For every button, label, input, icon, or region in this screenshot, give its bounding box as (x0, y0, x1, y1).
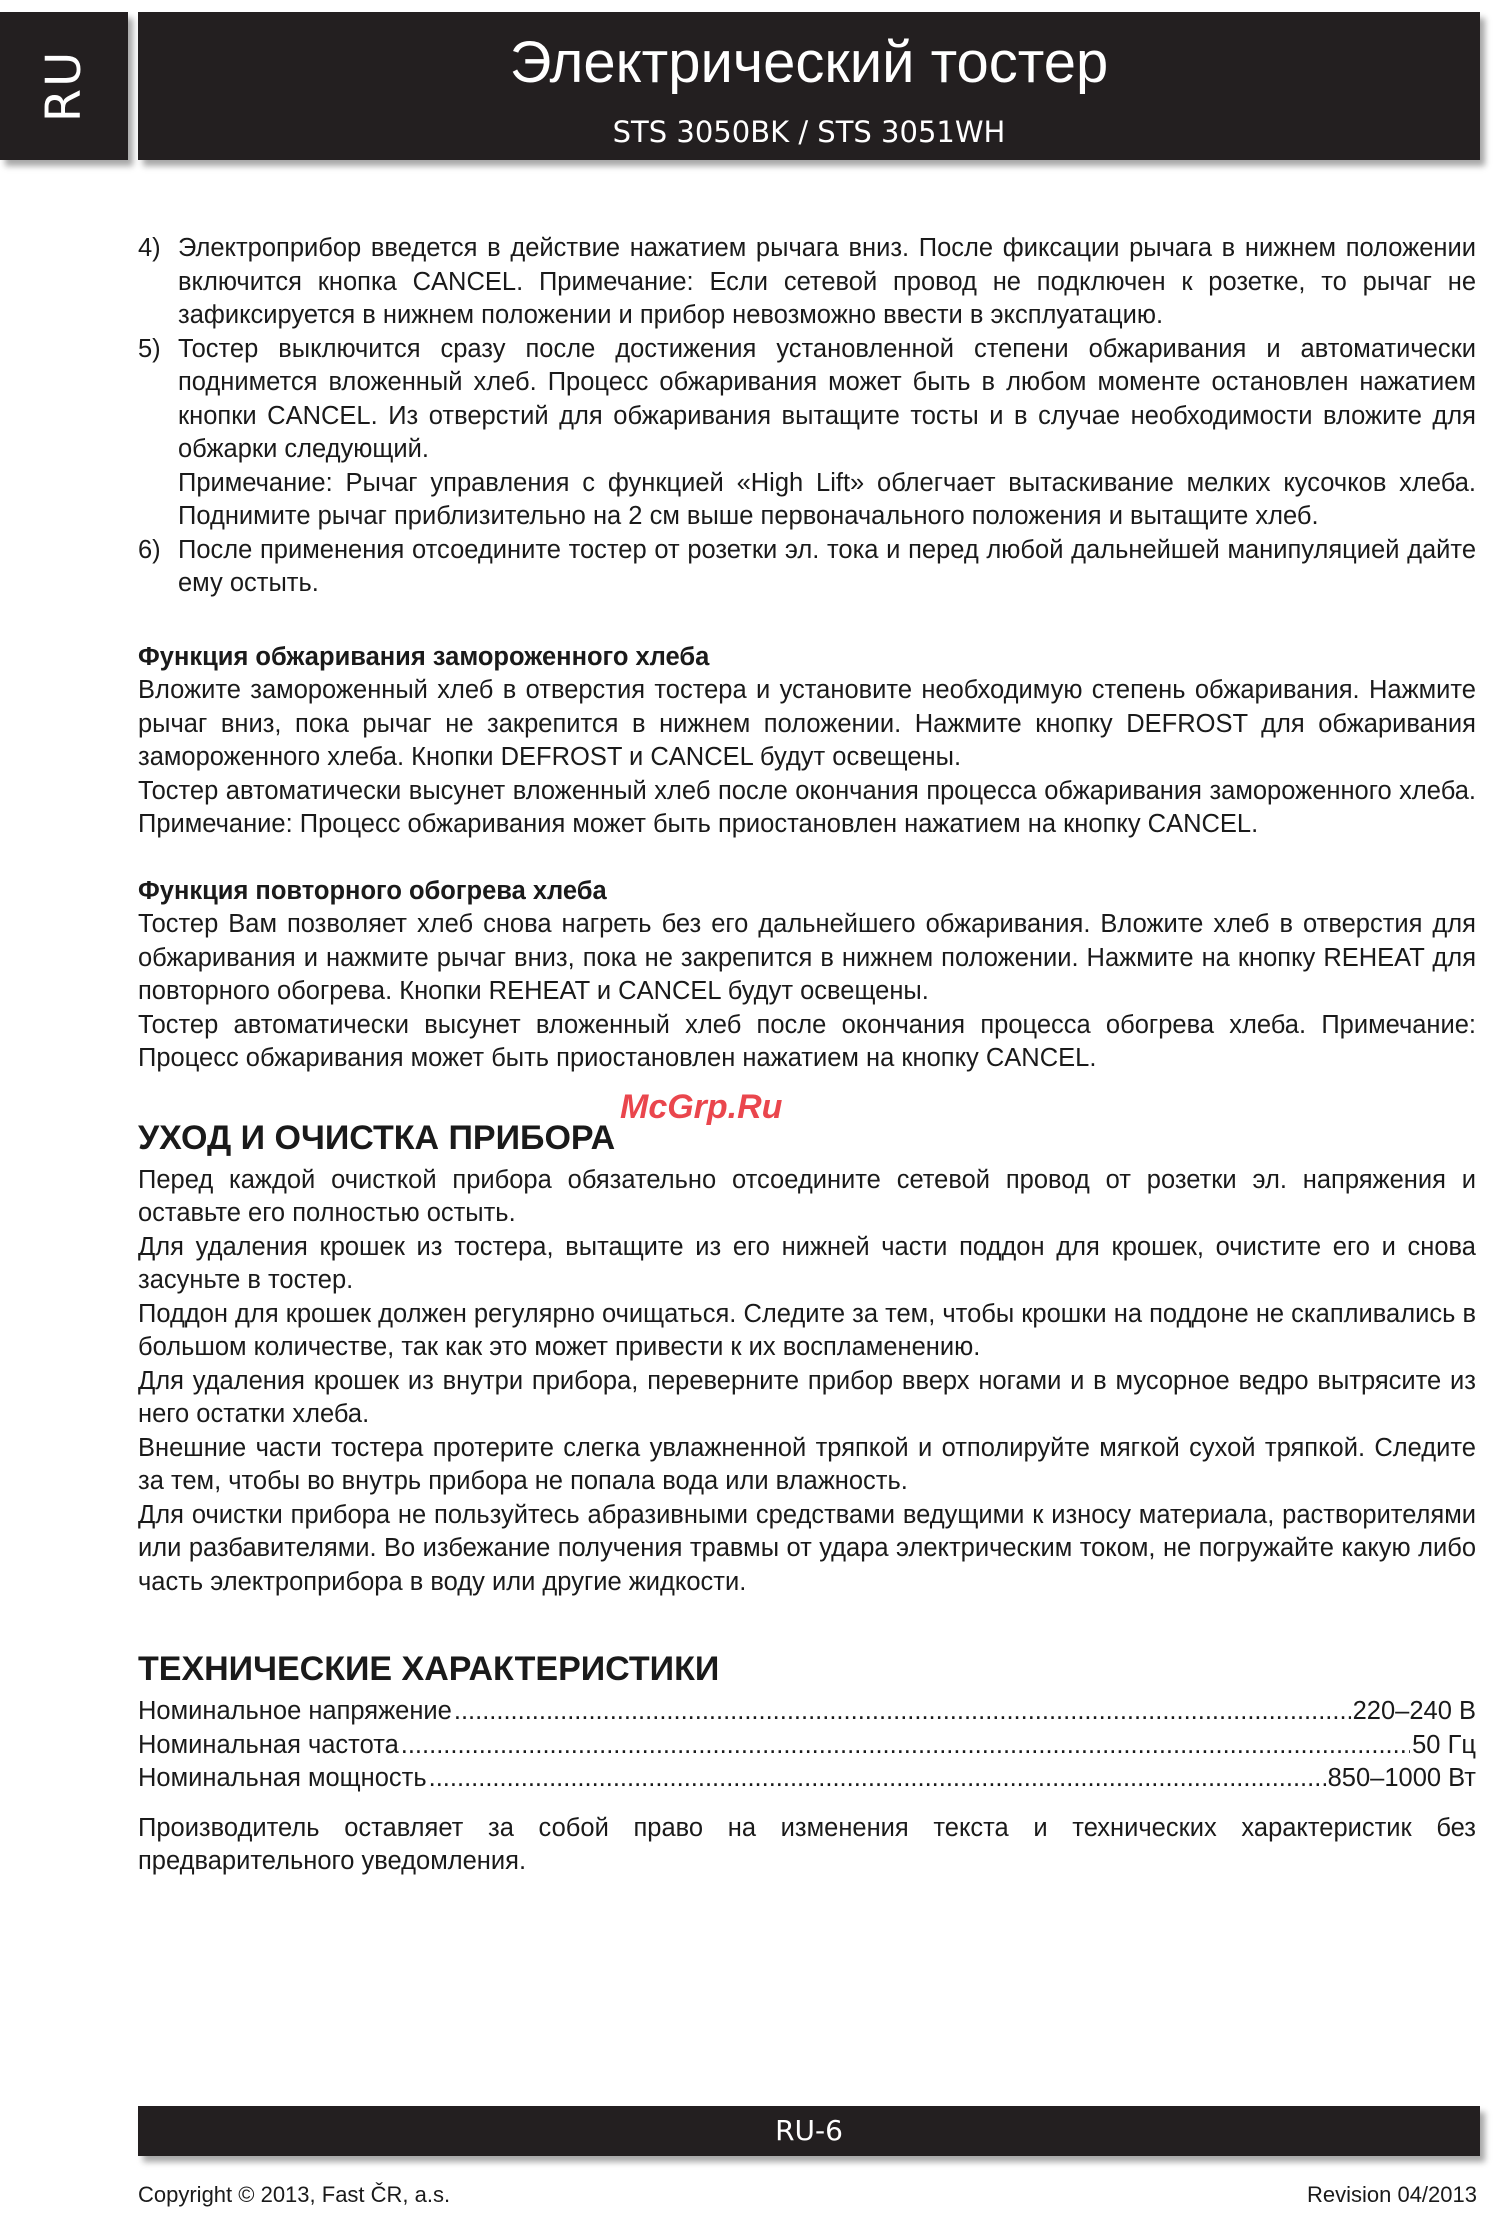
step-number: 5) (138, 334, 161, 363)
reheat-paragraph: Тостер автоматически высунет вложенный хлеб после окончания процесса обогрева хлеба. Примечание: Процесс обжаривания может быть приостановлен нажатием на кнопку CANCEL. (138, 1010, 1476, 1072)
reheat-paragraph: Тостер Вам позволяет хлеб снова нагреть без его дальнейшего обжаривания. Вложите хлеб в отверстия для обжаривания и нажмите рычаг вниз, пока не закрепится в нижнем положении. Нажмите на кнопку REHEAT для повторного обогрева. Кнопки REHEAT и CANCEL будут освещены. (138, 910, 1476, 1005)
revision: Revision 04/2013 (1306, 2182, 1477, 2207)
step-text: После применения отсоедините тостер от розетки эл. тока и перед любой дальнейшей манипуляцией дайте ему остыть. (178, 535, 1476, 597)
spec-value: 220–240 В (1352, 1697, 1476, 1725)
page-content (138, 232, 1476, 1879)
list-item (138, 534, 1476, 601)
dot-leader (401, 1729, 1410, 1763)
language-tab (0, 12, 128, 160)
specs-section-title: ТЕХНИЧЕСКИЕ ХАРАКТЕРИСТИКИ (138, 1650, 720, 1688)
defrost-paragraph: Вложите замороженный хлеб в отверстия тостера и установите необходимую степень обжаривания. Нажмите рычаг вниз, пока рычаг не закрепится в нижнем положении. Нажмите кнопку DEFROST для обжаривания замороженного хлеба. Кнопки DEFROST и CANCEL будут освещены. (138, 676, 1476, 771)
list-item (138, 333, 1476, 534)
defrost-paragraph: Тостер автоматически высунет вложенный хлеб после окончания процесса обжаривания замороженного хлеба. Примечание: Процесс обжаривания может быть приостановлен нажатием на кнопку CANCEL. (138, 776, 1476, 838)
page-number: RU-6 (775, 2114, 843, 2147)
header-bar (138, 12, 1480, 160)
care-paragraph: Для очистки прибора не пользуйтесь абразивными средствами ведущими к износу материала, растворителями или разбавителями. Во избежание получения травмы от удара электрическим током, не погружайте какую либо часть электроприбора в воду или другие жидкости. (138, 1500, 1476, 1596)
dot-leader (454, 1695, 1351, 1729)
step-text: Тостер выключится сразу после достижения установленной степени обжаривания и автоматически поднимется вложенный хлеб. Процесс обжаривания может быть в любом моменте остановлен нажатием кнопки CANCEL. Из отверстий для обжаривания вытащите тосты и в случае необходимости вложите для обжарки следующий. (178, 334, 1476, 463)
language-label: RU (36, 49, 92, 123)
step-text: Электроприбор введется в действие нажатием рычага вниз. После фиксации рычага в нижнем положении включится кнопка CANCEL. Примечание: Если сетевой провод не подключен к розетке, то рычаг не зафиксируется в нижнем положении и прибор невозможно ввести в эксплуатацию. (178, 234, 1476, 329)
spec-value: 50 Гц (1412, 1730, 1476, 1759)
spec-value: 850–1000 Вт (1327, 1764, 1476, 1792)
watermark: McGrp.Ru (620, 1088, 783, 1126)
spec-row (138, 1762, 1476, 1796)
list-item (138, 232, 1476, 333)
step-note: Примечание: Рычаг управления с функцией «High Lift» облегчает вытаскивание мелких кусочков хлеба. Поднимите рычаг приблизительно на 2 см выше первоначального положения и вытащите хлеб. (178, 468, 1476, 530)
spec-label: Номинальная мощность (138, 1764, 427, 1792)
page-number-bar (138, 2106, 1480, 2156)
care-paragraph: Поддон для крошек должен регулярно очищаться. Следите за тем, чтобы крошки на поддоне не скапливались в большом количестве, так как это может привести к их воспламенению. (138, 1299, 1476, 1361)
spec-label: Номинальное напряжение (138, 1697, 452, 1725)
reheat-heading: Функция повторного обогрева хлеба (138, 876, 607, 905)
care-paragraph: Перед каждой очисткой прибора обязательно отсоедините сетевой провод от розетки эл. напряжения и оставьте его полностью остыть. (138, 1165, 1476, 1227)
step-number: 4) (138, 234, 161, 262)
spec-row (138, 1729, 1476, 1763)
care-paragraph: Для удаления крошек из внутри прибора, переверните прибор вверх ногами и в мусорное ведро вытрясите из него остатки хлеба. (138, 1366, 1476, 1428)
model-numbers: STS 3050BK / STS 3051WH (612, 115, 1006, 149)
dot-leader (429, 1762, 1326, 1796)
page-title: Электрический тостер (509, 30, 1109, 95)
steps-list (138, 232, 1476, 601)
spec-row (138, 1695, 1476, 1729)
manufacturer-note: Производитель оставляет за собой право на изменения текста и технических характеристик без предварительного уведомления. (138, 1813, 1476, 1875)
defrost-heading: Функция обжаривания замороженного хлеба (138, 642, 710, 671)
step-number: 6) (138, 535, 161, 564)
care-paragraph: Для удаления крошек из тостера, вытащите из его нижней части поддон для крошек, очистите его и снова засуньте в тостер. (138, 1232, 1476, 1294)
care-paragraph: Внешние части тостера протерите слегка увлажненной тряпкой и отполируйте мягкой сухой тряпкой. Следите за тем, чтобы во внутрь прибора не попала вода или влажность. (138, 1433, 1476, 1495)
care-section-title: УХОД И ОЧИСТКА ПРИБОРА (138, 1118, 616, 1157)
spec-label: Номинальная частота (138, 1730, 399, 1759)
copyright: Copyright © 2013, Fast ČR, a.s. (138, 2182, 451, 2207)
